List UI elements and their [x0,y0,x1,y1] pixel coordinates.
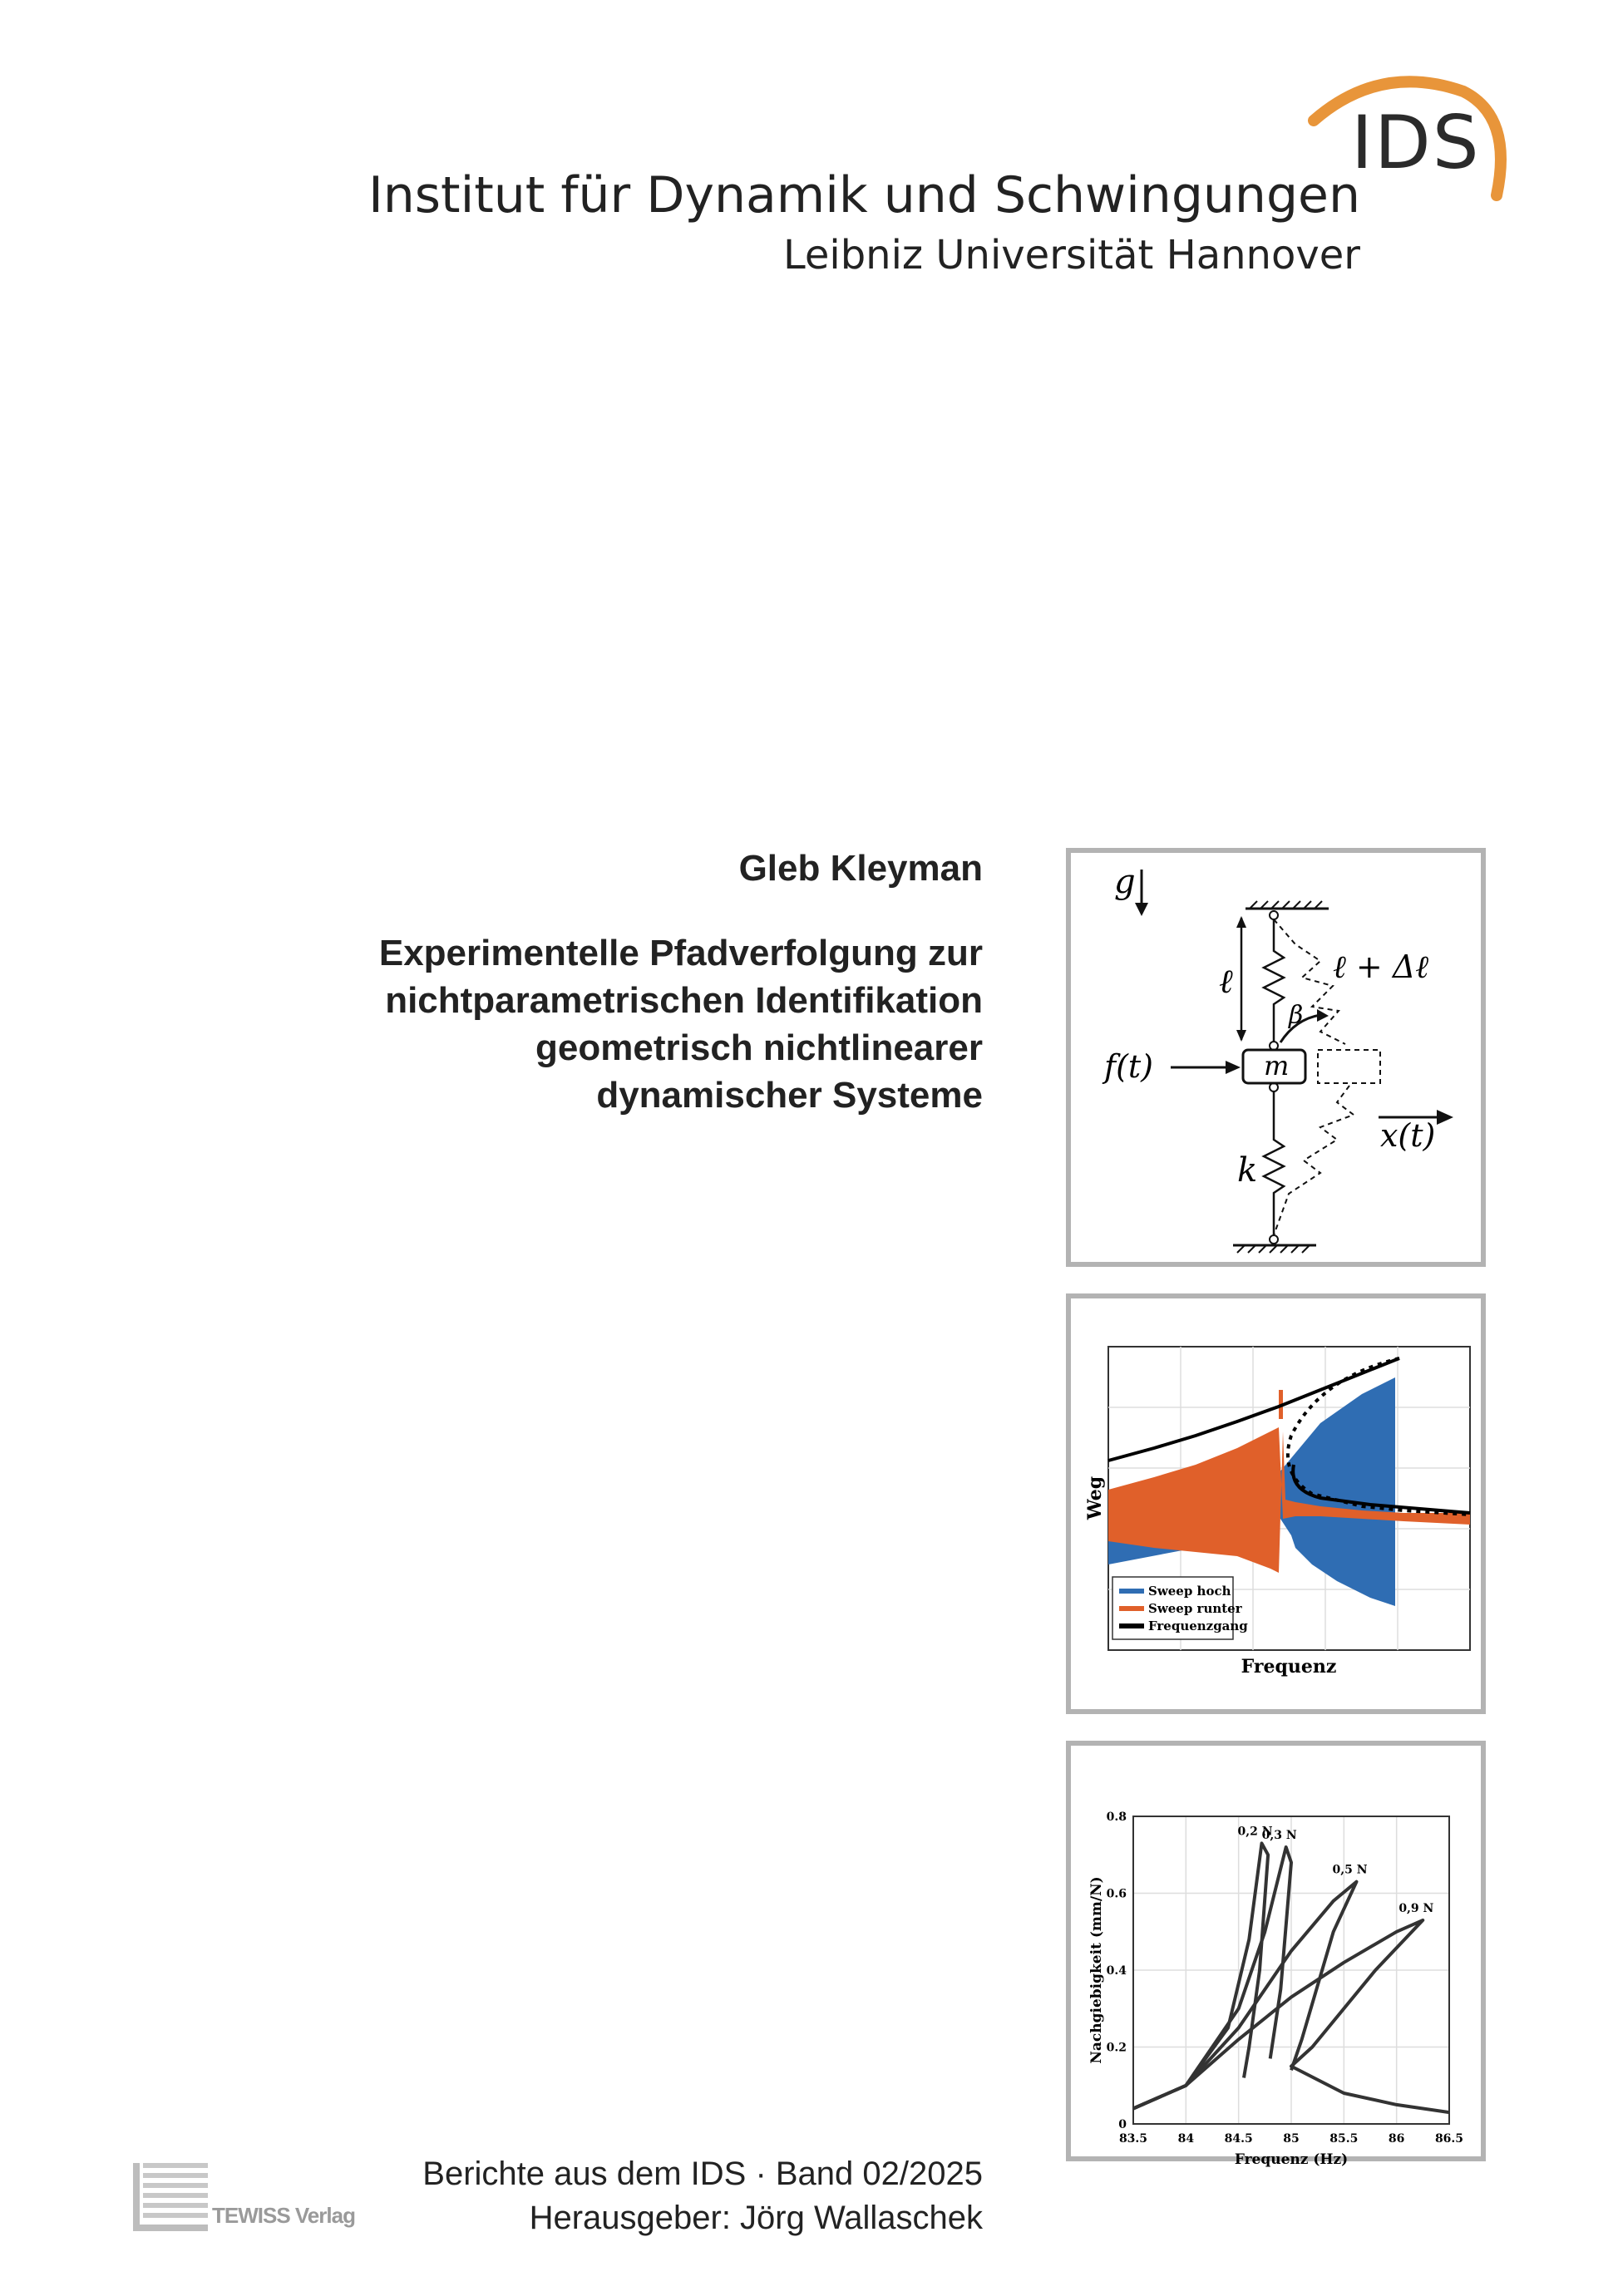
author-name: Gleb Kleyman [738,848,983,889]
title-line: geometrisch nichtlinearer [535,1027,983,1068]
ids-logo-text: IDS [1351,100,1481,185]
x-tick-label: 86.5 [1434,2132,1464,2146]
university-name: Leibniz Universität Hannover [782,232,1360,278]
force-label: f(t) [1104,1048,1153,1085]
displaced-mass [1318,1050,1380,1083]
y-tick-label: 0.6 [1106,1887,1127,1901]
legend-sweep-down: Sweep runter [1148,1601,1242,1616]
deflected-lower-spring [1274,1086,1354,1235]
angle-label: β [1289,1001,1304,1030]
spring-mass-diagram [1071,853,1481,1262]
force-annotation: 0,2 N [1237,1825,1273,1839]
y-tick-label: 0.4 [1106,1964,1127,1978]
length-delta-label: ℓ + Δℓ [1333,948,1429,985]
mass-label: m [1264,1050,1290,1081]
publisher-logo [133,2163,208,2231]
y-tick-label: 0.2 [1106,2041,1127,2055]
y-axis-label: Nachgiebigkeit (mm/N) [1088,1876,1105,2064]
institute-name: Institut für Dynamik und Schwingungen [368,166,1360,224]
legend-frequency-response: Frequenzgang [1148,1619,1248,1633]
displacement-label: x(t) [1380,1117,1436,1154]
length-label: ℓ [1219,963,1233,1001]
x-tick-label: 86 [1388,2132,1405,2146]
y-tick-label: 0 [1118,2118,1127,2131]
title-line: Experimentelle Pfadverfolgung zur [378,933,983,973]
sweep-chart [1071,1298,1481,1709]
force-annotation: 0,5 N [1332,1863,1368,1877]
legend-sweep-up: Sweep hoch [1148,1584,1231,1599]
x-tick-label: 83.5 [1118,2132,1148,2146]
compliance-curve [1133,1847,1291,2109]
x-tick-label: 85 [1283,2132,1300,2146]
y-tick-label: 0.8 [1106,1811,1127,1824]
book-title [234,929,983,1119]
figure-spring-mass [1066,848,1486,1267]
lower-spring [1264,1091,1284,1235]
x-tick-label: 84 [1177,2132,1195,2146]
stiffness-label: k [1237,1151,1258,1190]
compliance-chart [1071,1746,1481,2168]
title-line: dynamischer Systeme [596,1075,983,1116]
title-line: nichtparametrischen Identifikation [385,980,983,1021]
figure-compliance-chart [1066,1741,1486,2168]
publisher-name: TEWISS Verlag [212,2203,355,2228]
y-axis-label: Weg [1084,1476,1106,1520]
gravity-label: g [1114,863,1136,901]
x-axis-label: Frequenz (Hz) [1234,2151,1349,2168]
x-tick-label: 85.5 [1329,2132,1359,2146]
series-info: Berichte aus dem IDS · Band 02/2025 [422,2156,983,2192]
x-tick-label: 84.5 [1224,2132,1253,2146]
force-annotation: 0,3 N [1261,1829,1297,1842]
editor-info: Herausgeber: Jörg Wallaschek [529,2200,983,2236]
figure-sweep-chart [1066,1293,1486,1714]
x-axis-label: Frequenz [1241,1656,1337,1678]
force-annotation: 0,9 N [1398,1901,1434,1915]
upper-spring [1264,919,1284,1042]
